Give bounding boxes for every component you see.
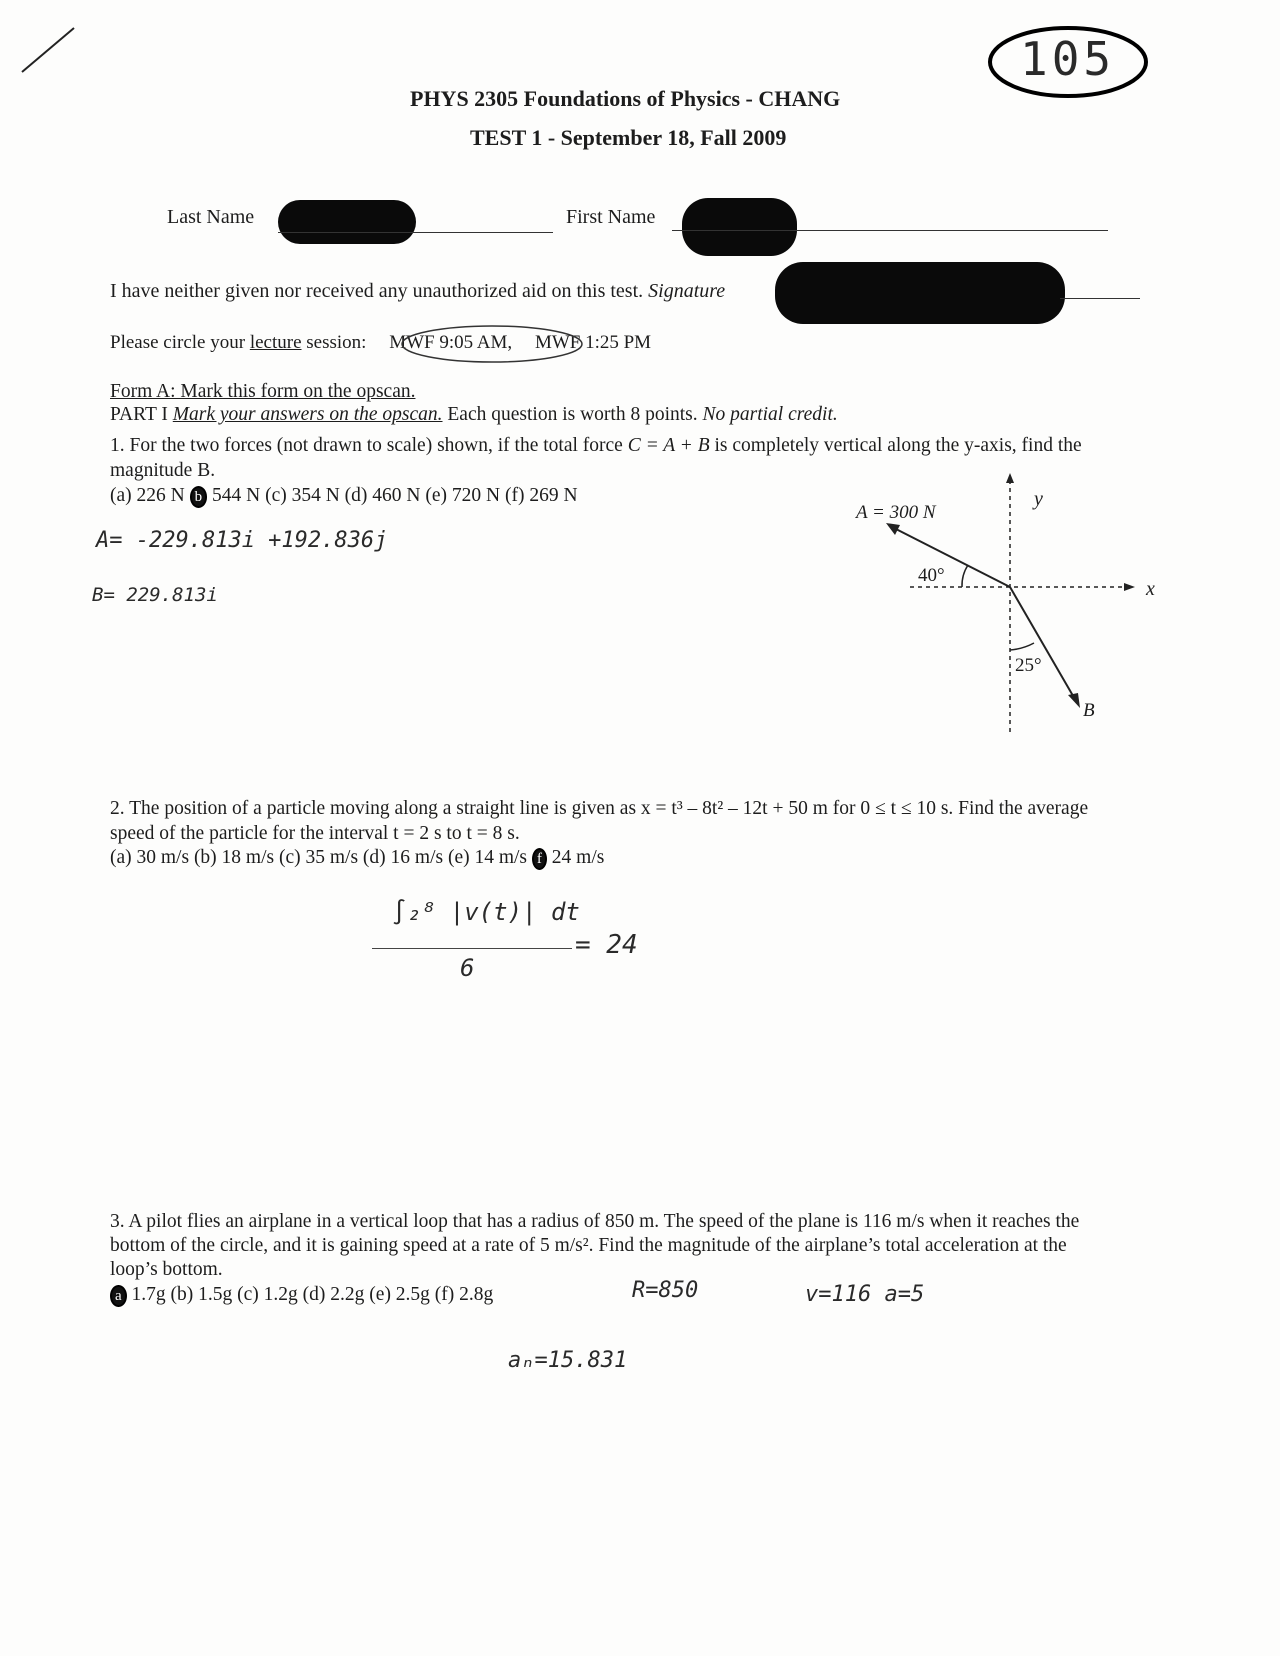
diagram-label-B: B xyxy=(1083,700,1095,721)
session-suffix: session: xyxy=(306,332,367,353)
q2-circled-answer: f xyxy=(532,848,547,870)
first-name-redaction xyxy=(682,198,797,256)
q3-circled-answer: a xyxy=(110,1285,127,1307)
q2-work-numerator: ∫₂⁸ |v(t)| dt xyxy=(392,898,580,926)
q3-work-speed: v=116 a=5 xyxy=(805,1282,925,1307)
part-credit: No partial credit. xyxy=(702,404,838,425)
last-name-label: Last Name xyxy=(167,206,255,228)
q2-line2: speed of the particle for the interval t = 2 s to t = 8 s. xyxy=(110,823,520,844)
q1-option-a: (a) 226 N xyxy=(110,485,185,506)
session-option-1: MWF 9:05 AM, xyxy=(389,332,513,353)
q1-option-b: 544 N xyxy=(211,485,261,506)
q2-work-fraction-bar xyxy=(372,948,572,949)
q1-line2: magnitude B. xyxy=(110,460,216,481)
signature-label: Signature xyxy=(648,280,726,302)
diagram-label-x: x xyxy=(1146,578,1155,600)
pledge-statement: I have neither given nor received any unauthorized aid on this test. xyxy=(110,280,644,302)
q1-work-b: B= 229.813i xyxy=(92,584,218,606)
q2-line1: 2. The position of a particle moving along a straight line is given as x = t³ – 8t² – 12t + 50 m for 0 ≤ t ≤ 10 s. Find the average xyxy=(110,798,1089,819)
pledge-text xyxy=(110,280,725,303)
q2-options-list: (a) 30 m/s (b) 18 m/s (c) 35 m/s (d) 16 m/s (e) 14 m/s xyxy=(110,847,528,868)
q2-work-result: = 24 xyxy=(575,930,638,960)
vector-B xyxy=(1010,587,1076,701)
last-name-redaction xyxy=(278,200,416,244)
q3-line1: 3. A pilot flies an airplane in a vertical loop that has a radius of 850 m. The speed of the plane is 116 m/s when it reaches the xyxy=(110,1211,1080,1232)
session-option-2: MWF 1:25 PM xyxy=(534,332,652,353)
diagram-label-y: y xyxy=(1034,488,1043,510)
vector-A xyxy=(892,527,1010,587)
part-points: Each question is worth 8 points. xyxy=(447,404,698,425)
part-line xyxy=(110,403,838,427)
part-instruction: Mark your answers on the opscan. xyxy=(172,404,443,425)
q1-options xyxy=(110,484,578,508)
q1-options-rest: (c) 354 N (d) 460 N (e) 720 N (f) 269 N xyxy=(265,485,578,506)
q2-options xyxy=(110,846,604,870)
signature-line xyxy=(1060,298,1140,299)
q3-work-radius: R=850 xyxy=(632,1278,699,1303)
session-circle xyxy=(398,322,588,366)
diagram-label-25: 25° xyxy=(1015,655,1042,676)
q1-text-before: 1. For the two forces (not drawn to scale) shown, if the total force xyxy=(110,435,623,456)
session-prefix: Please circle your xyxy=(110,332,246,353)
q3-line2: bottom of the circle, and it is gaining speed at a rate of 5 m/s². Find the magnitude of the airplane’s total acceleration at the xyxy=(110,1235,1067,1256)
q3-line3: loop’s bottom. xyxy=(110,1259,223,1280)
q3-work-an: aₙ=15.831 xyxy=(508,1348,628,1373)
q3-options-list: 1.7g (b) 1.5g (c) 1.2g (d) 2.2g (e) 2.5g (f) 2.8g xyxy=(131,1284,494,1305)
course-title: PHYS 2305 Foundations of Physics - CHANG xyxy=(410,86,841,111)
diagram-label-40: 40° xyxy=(918,565,945,586)
form-line: Form A: Mark this form on the opscan. xyxy=(110,381,416,402)
last-name-line xyxy=(278,232,553,233)
q1-equation: C = A + B xyxy=(627,435,710,456)
test-title: TEST 1 - September 18, Fall 2009 xyxy=(470,125,787,150)
session-lecture-word: lecture xyxy=(249,332,302,353)
first-name-line xyxy=(672,230,1108,231)
corner-pen-mark xyxy=(10,20,80,80)
first-name-label: First Name xyxy=(566,206,656,228)
q1-work-a: A= -229.813i +192.836j xyxy=(96,528,388,553)
score-value: 105 xyxy=(1020,32,1116,86)
q1-text-after: is completely vertical along the y-axis, find the xyxy=(714,435,1082,456)
q3-options xyxy=(110,1283,493,1307)
part-label: PART I xyxy=(110,404,168,425)
q2-work-denominator: 6 xyxy=(460,954,475,982)
q2-option-f: 24 m/s xyxy=(551,847,605,868)
diagram-label-A: A = 300 N xyxy=(856,502,936,523)
q1-circled-answer: b xyxy=(190,486,208,508)
signature-redaction xyxy=(775,262,1065,324)
q1-line1 xyxy=(110,434,1082,458)
